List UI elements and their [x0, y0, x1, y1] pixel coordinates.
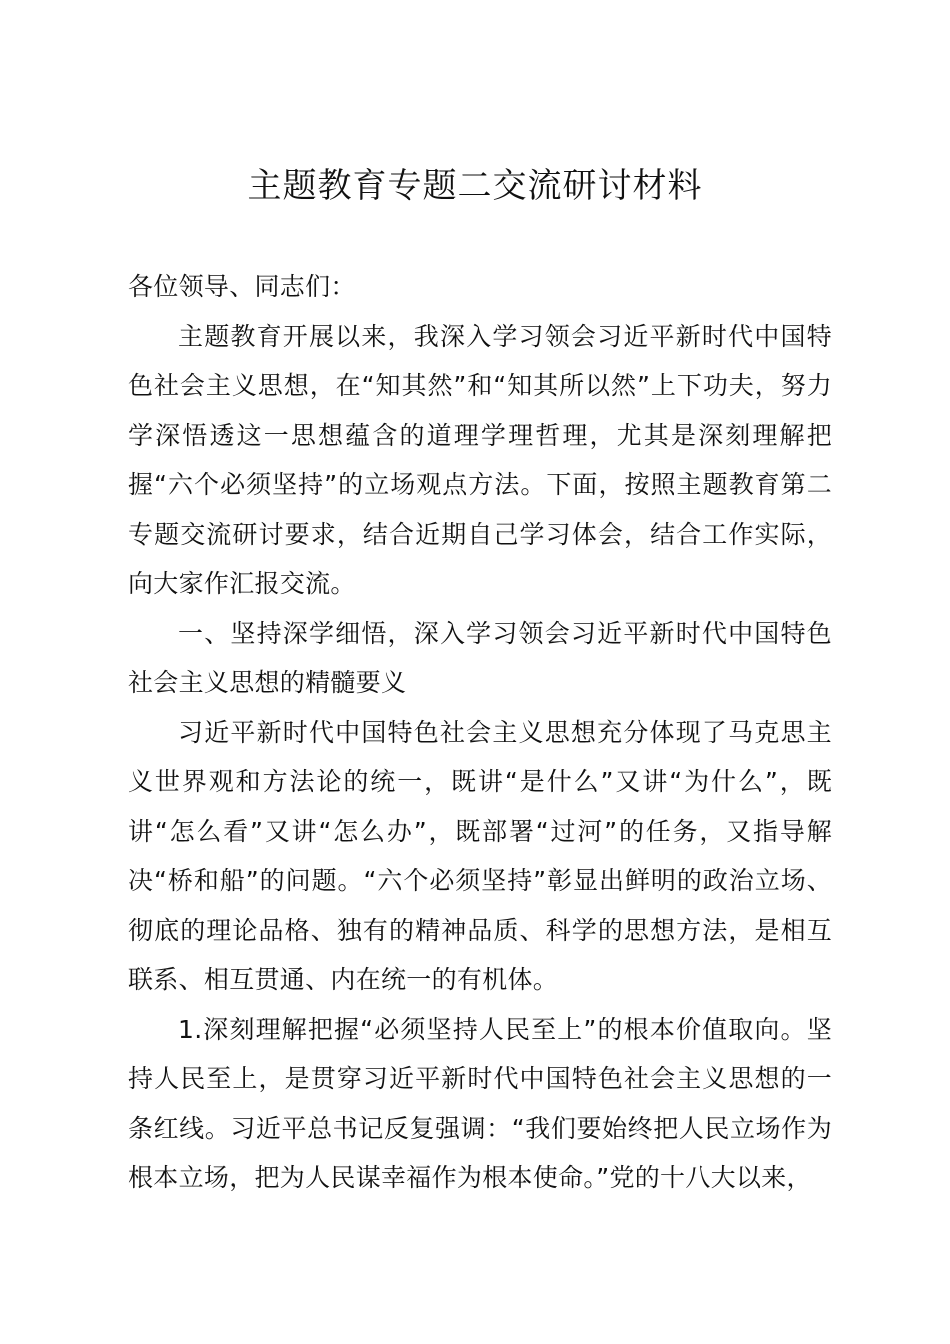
subsection-1-paragraph: 1.深刻理解把握“必须坚持人民至上”的根本价值取向。坚持人民至上，是贯穿习近平新时代中国特色社会主义思想的一条红线。习近平总书记反复强调：“我们要始终把人民立场作为根本立场，把为人民谋幸福作为根本使命。”党的十八大以来， [128, 1014, 832, 1192]
intro-paragraph: 主题教育开展以来，我深入学习领会习近平新时代中国特色社会主义思想，在“知其然”和“知其所以然”上下功夫，努力学深悟透这一思想蕴含的道理学理哲理，尤其是深刻理解把握“六个必须坚持”的立场观点方法。下面，按照主题教育第二专题交流研讨要求，结合近期自己学习体会，结合工作实际，向大家作汇报交流。 [128, 321, 832, 598]
document-title: 主题教育专题二交流研讨材料 [247, 166, 703, 206]
document-body [128, 262, 832, 1203]
salutation: 各位领导、同志们： [128, 272, 356, 301]
section-heading-1: 一、坚持深学细悟，深入学习领会习近平新时代中国特色社会主义思想的精髓要义 [128, 618, 832, 697]
section-1-paragraph: 习近平新时代中国特色社会主义思想充分体现了马克思主义世界观和方法论的统一，既讲“是什么”又讲“为什么”，既讲“怎么看”又讲“怎么办”，既部署“过河”的任务，又指导解决“桥和船”的问题。“六个必须坚持”彰显出鲜明的政治立场、彻底的理论品格、独有的精神品质、科学的思想方法，是相互联系、相互贯通、内在统一的有机体。 [128, 717, 832, 994]
